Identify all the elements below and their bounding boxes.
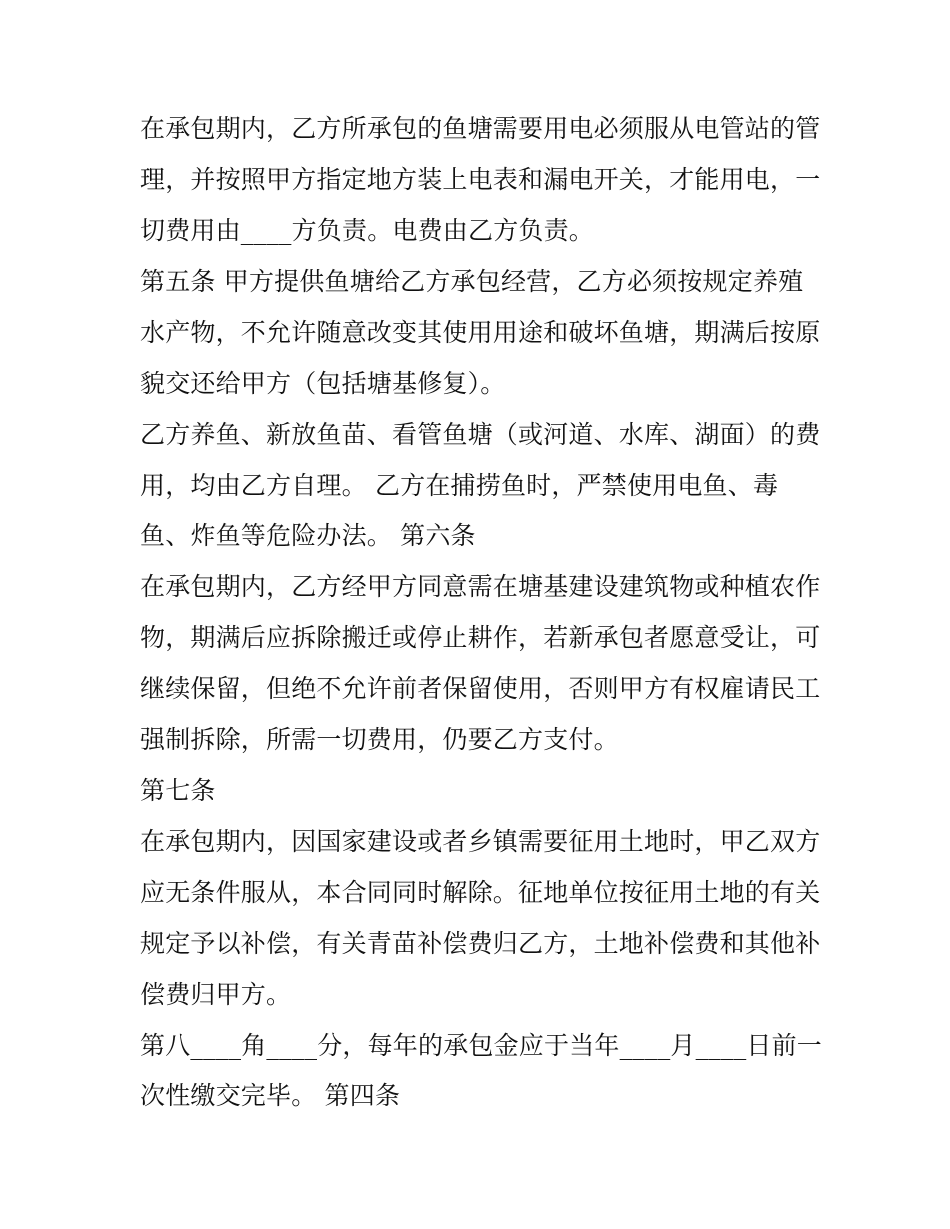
text-line: 应无条件服从，本合同同时解除。征地单位按征用土地的有关 [140, 878, 821, 907]
text-line: 貌交还给甲方（包括塘基修复）。 [140, 369, 506, 398]
text-line: 第八____角____分，每年的承包金应于当年____月____日前一 [140, 1031, 823, 1060]
text-line: 第五条 甲方提供鱼塘给乙方承包经营，乙方必须按规定养殖 [140, 267, 804, 296]
text-line: 鱼、炸鱼等危险办法。 第六条 [140, 521, 476, 550]
text-line: 理，并按照甲方指定地方装上电表和漏电开关，才能用电，一 [140, 165, 821, 194]
text-line: 在承包期内，乙方经甲方同意需在塘基建设建筑物或种植农作 [140, 572, 821, 601]
text-line: 在承包期内，因国家建设或者乡镇需要征用土地时，甲乙双方 [140, 827, 821, 856]
section-heading: 第七条 [140, 776, 216, 805]
text-line: 规定予以补偿，有关青苗补偿费归乙方，土地补偿费和其他补 [140, 929, 821, 958]
text-line: 用，均由乙方自理。 乙方在捕捞鱼时，严禁使用电鱼、毒 [140, 471, 779, 500]
text-line: 切费用由____方负责。电费由乙方负责。 [140, 216, 595, 245]
text-line: 水产物，不允许随意改变其使用用途和破坏鱼塘，期满后按原 [140, 318, 821, 347]
text-line: 在承包期内，乙方所承包的鱼塘需要用电必须服从电管站的管 [140, 114, 821, 143]
text-line: 次性缴交完毕。 第四条 [140, 1081, 401, 1110]
text-line: 乙方养鱼、新放鱼苗、看管鱼塘（或河道、水库、湖面）的费 [140, 420, 821, 449]
text-line: 偿费归甲方。 [140, 980, 292, 1009]
text-line: 强制拆除，所需一切费用，仍要乙方支付。 [140, 725, 619, 754]
text-line: 继续保留，但绝不允许前者保留使用，否则甲方有权雇请民工 [140, 674, 821, 703]
text-line: 物，期满后应拆除搬迁或停止耕作，若新承包者愿意受让，可 [140, 623, 821, 652]
